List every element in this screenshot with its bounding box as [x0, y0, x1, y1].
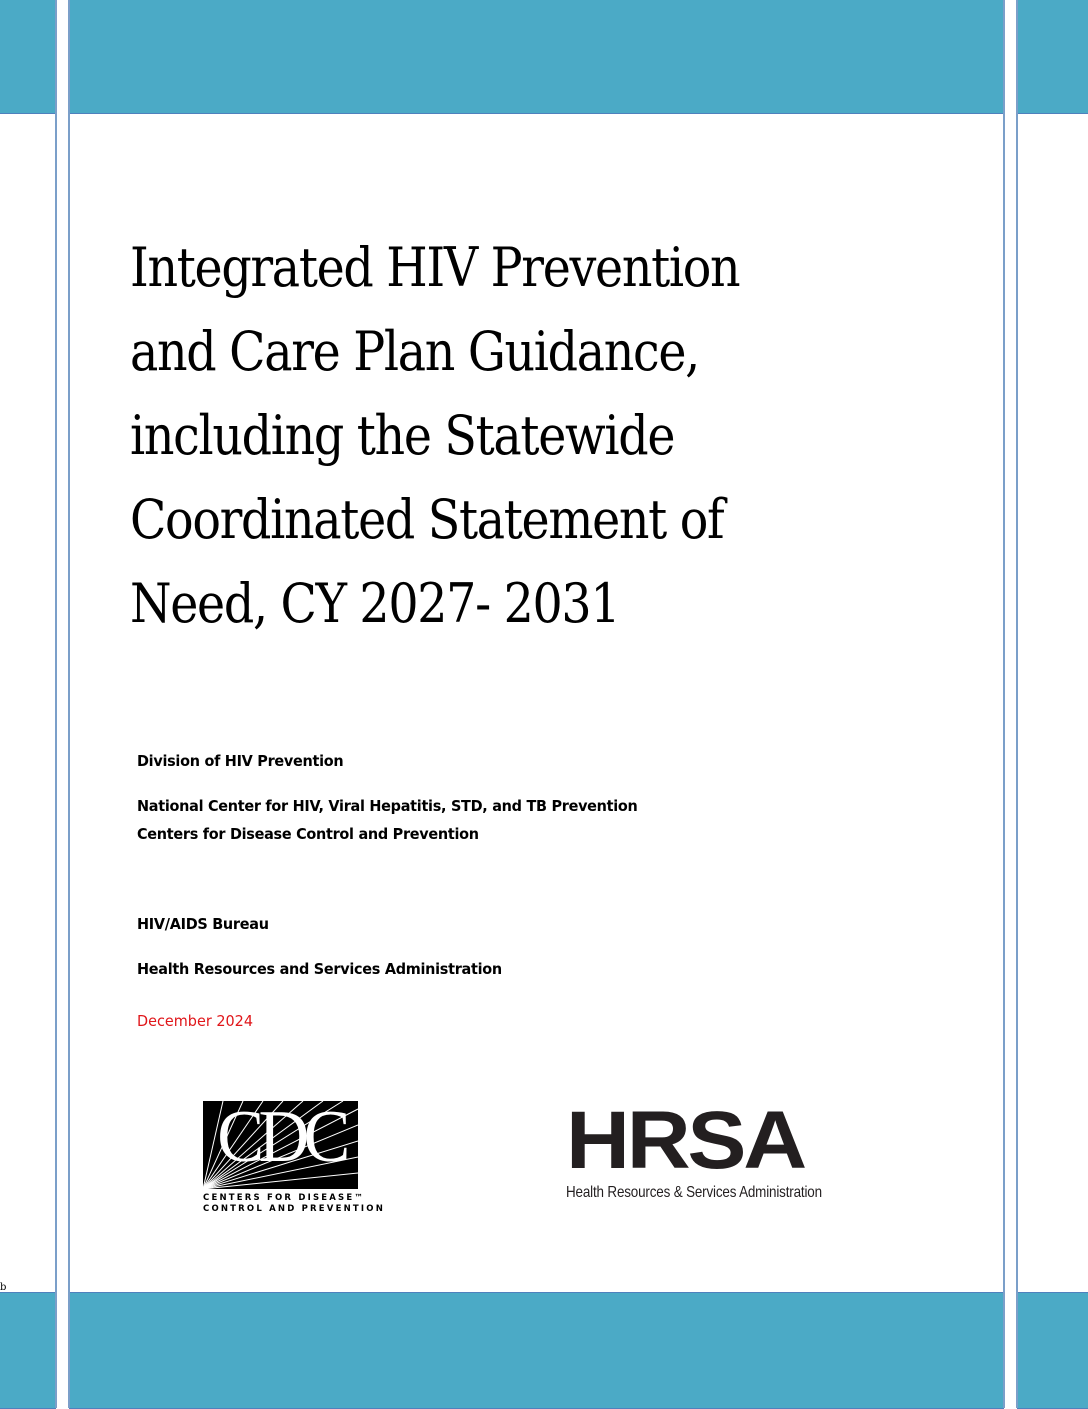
cdc-agency-text: Centers for Disease Control and Prevention: [137, 825, 479, 843]
frame-line-right-inner: [1003, 0, 1005, 1408]
cdc-caption-line: CONTROL AND PREVENTION: [203, 1204, 386, 1214]
frame-line-right-outer: [1016, 0, 1018, 1408]
cdc-letters: CDC: [217, 1101, 345, 1178]
title-line: Need, CY 2027- 2031: [130, 572, 620, 635]
cdc-logo-mark: [203, 1101, 358, 1189]
hrsa-logo: [566, 1095, 836, 1202]
top-band-right: [1017, 0, 1088, 114]
page-title: [130, 226, 834, 646]
title-line: Coordinated Statement of: [130, 488, 724, 551]
hrsa-caption: Health Resources & Services Administration: [566, 1184, 822, 1201]
frame-line-left-outer: [55, 0, 57, 1408]
cdc-caption: [203, 1193, 386, 1215]
hrsa-agency-text: Health Resources and Services Administration: [137, 960, 502, 978]
title-line: and Care Plan Guidance,: [130, 320, 699, 383]
publication-date: December 2024: [137, 1012, 254, 1030]
top-band-left: [0, 0, 56, 114]
top-band-main: [69, 0, 1004, 114]
bottom-band-right: [1017, 1292, 1088, 1409]
cdc-logo: [203, 1101, 386, 1215]
hrsa-wordmark: HRSA: [566, 1095, 804, 1186]
bottom-band-left: [0, 1292, 56, 1409]
edge-mark: b: [0, 1282, 7, 1293]
hrsa-bureau-text: HIV/AIDS Bureau: [137, 915, 269, 933]
title-line: Integrated HIV Prevention: [130, 236, 740, 299]
cdc-caption-line: CENTERS FOR DISEASE™: [203, 1193, 366, 1203]
cdc-center-text: National Center for HIV, Viral Hepatitis, STD, and TB Prevention: [137, 797, 638, 815]
bottom-band-main: [69, 1292, 1004, 1409]
frame-line-left-inner: [68, 0, 70, 1408]
title-line: including the Statewide: [130, 404, 675, 467]
cdc-division-text: Division of HIV Prevention: [137, 752, 344, 770]
